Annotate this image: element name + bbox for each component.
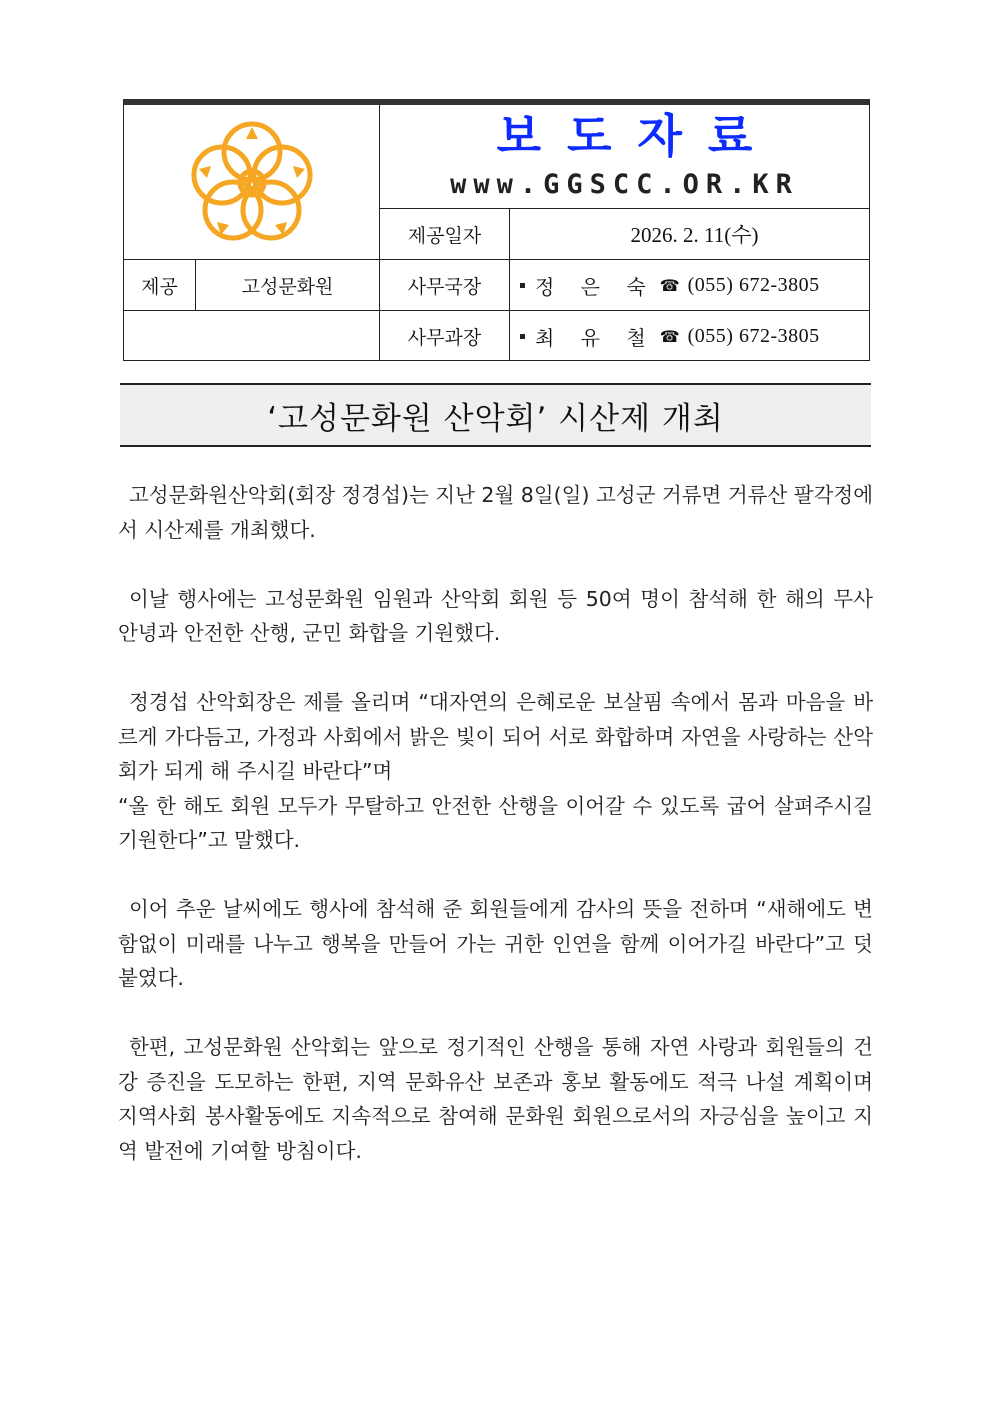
contact-phone[interactable]: (055) 672-3805 bbox=[687, 324, 820, 347]
contact-phone[interactable]: (055) 672-3805 bbox=[687, 273, 820, 296]
provider-name: 고성문화원 bbox=[241, 275, 334, 298]
website-url[interactable]: www.GGSCC.OR.KR bbox=[450, 169, 799, 200]
provider-label: 제공 bbox=[141, 275, 178, 298]
contact-role-cell-2 bbox=[380, 311, 510, 361]
article-paragraph: 이어 추운 날씨에도 행사에 참석해 준 회원들에게 감사의 뜻을 전하며 “새해에도 변함없이 미래를 나누고 행복을 만들어 가는 귀한 인연을 함께 이어가길 바란다”고 덧붙였다. bbox=[118, 897, 873, 990]
contact-info-cell-2 bbox=[510, 311, 869, 361]
article-paragraph: 한편, 고성문화원 산악회는 앞으로 정기적인 산행을 통해 자연 사랑과 회원들의 건강 증진을 도모하는 한편, 지역 문화유산 보존과 홍보 활동에도 적극 나설 계획이며 지역사회 봉사활동에도 지속적으로 참여해 문화원 회원으로서의 자긍심을 높이고 지역 발전에 기여할 방침이다. bbox=[118, 1035, 873, 1163]
bullet-icon bbox=[520, 334, 525, 339]
article-paragraph: 고성문화원산악회(회장 정경섭)는 지난 2월 8일(일) 고성군 거류면 거류산 팔각정에서 시산제를 개최했다. bbox=[118, 483, 873, 542]
contact-name: 최 유 철 bbox=[535, 325, 656, 350]
provided-date-cell bbox=[510, 209, 869, 260]
article-body bbox=[118, 478, 873, 1203]
ggscc-flower-logo-icon bbox=[187, 117, 317, 247]
provided-date-label: 제공일자 bbox=[407, 224, 482, 247]
telephone-icon: ☎ bbox=[659, 275, 680, 295]
article-paragraph: 이날 행사에는 고성문화원 임원과 산악회 회원 등 50여 명이 참석해 한 해의 무사 안녕과 안전한 산행, 군민 화합을 기원했다. bbox=[118, 586, 873, 645]
press-release-header bbox=[123, 99, 870, 361]
contact-name: 정 은 숙 bbox=[535, 274, 656, 299]
contact-info-cell-1 bbox=[510, 260, 869, 311]
provided-date: 2026. 2. 11(수) bbox=[630, 223, 759, 247]
contact-role: 사무과장 bbox=[407, 326, 482, 349]
press-release-title: 보도자료 bbox=[496, 109, 779, 163]
provider-label-cell bbox=[124, 260, 196, 311]
telephone-icon: ☎ bbox=[659, 326, 680, 346]
bullet-icon bbox=[520, 283, 525, 288]
empty-cell bbox=[124, 311, 380, 361]
provider-cell bbox=[196, 260, 380, 311]
contact-role-cell-1 bbox=[380, 260, 510, 311]
article-headline: ‘고성문화원 산악회’ 시산제 개최 bbox=[120, 383, 871, 447]
provided-date-label-cell bbox=[380, 209, 510, 260]
contact-role: 사무국장 bbox=[407, 275, 482, 298]
article-paragraph: “올 한 해도 회원 모두가 무탈하고 안전한 산행을 이어갈 수 있도록 굽어 살펴주시길 기원한다”고 말했다. bbox=[118, 793, 873, 852]
article-paragraph: 정경섭 산악회장은 제를 올리며 “대자연의 은혜로운 보살핌 속에서 몸과 마음을 바르게 가다듬고, 가정과 사회에서 밝은 빛이 되어 서로 화합하며 자연을 사랑하는 산악회가 되게 해 주시길 바란다”며 bbox=[118, 690, 873, 783]
logo-cell bbox=[124, 105, 380, 260]
title-cell bbox=[380, 105, 869, 209]
